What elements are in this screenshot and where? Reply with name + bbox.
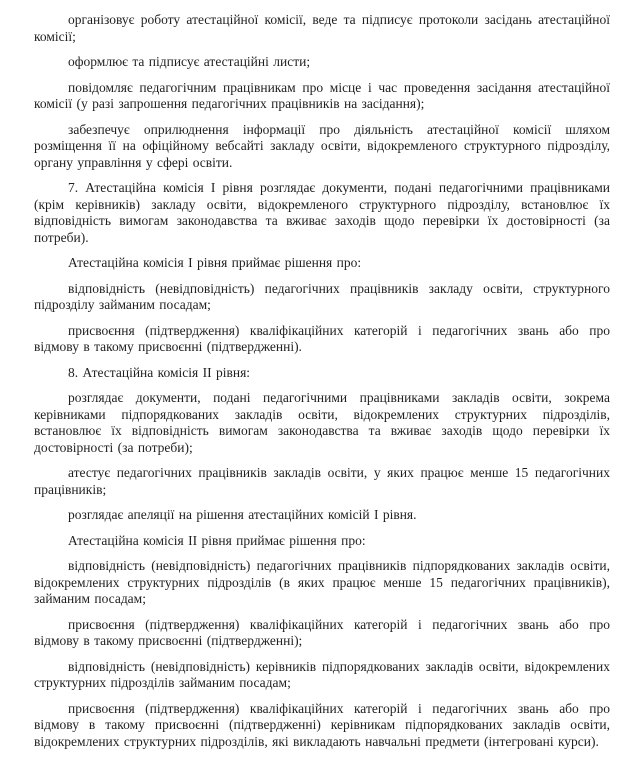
paragraph-notifies-staff: повідомляє педагогічним працівникам про місце і час проведення засідання атестаційної комісії (у разі запрошення педагогічних працівників на засідання); <box>34 79 610 111</box>
paragraph-level-2-decision-suitability-staff: відповідність (невідповідність) педагогічних працівників підпорядкованих закладів освіти, відокремлених структурних підрозділів (в яких працює менше 15 педагогічних працівників), займаним посадам; <box>34 558 610 606</box>
paragraph-organizes-work: організовує роботу атестаційної комісії, веде та підписує протоколи засідань атестаційної комісії; <box>34 12 610 44</box>
paragraph-publishes-info: забезпечує оприлюднення інформації про діяльність атестаційної комісії шляхом розміщення її на офіційному вебсайті закладу освіти, відокремленого структурного підрозділу, органу управління у сфері освіти. <box>34 121 610 170</box>
paragraph-signs-sheets: оформлює та підписує атестаційні листи; <box>68 54 311 69</box>
paragraph-item-7-level-1-commission: 7. Атестаційна комісія І рівня розглядає документи, подані педагогічними працівниками (крім керівників) закладу освіти, відокремленого структурного підрозділу, встановлює їх відповідність вимогам законодавства та вживає заходів щодо перевірки їх достовірності (за потреби). <box>34 180 610 245</box>
paragraph-level-1-decisions-intro: Атестаційна комісія І рівня приймає рішення про: <box>68 255 362 270</box>
paragraph-level-2-decision-categories-heads: присвоєння (підтвердження) кваліфікаційних категорій і педагогічних звань або про відмову в такому присвоєнні (підтвердженні) керівникам підпорядкованих закладів освіти, відокремлених структурних підрозділів, які викладають навчальні предмети (інтегровані курси). <box>34 700 610 749</box>
paragraph-level-2-attests-small-schools: атестує педагогічних працівників закладів освіти, у яких працює менше 15 педагогічних працівників; <box>34 465 610 497</box>
paragraph-level-2-decisions-intro: Атестаційна комісія ІІ рівня приймає рішення про: <box>68 532 366 548</box>
paragraph-level-2-reviews-documents: розглядає документи, подані педагогічними працівниками закладів освіти, зокрема керівниками підпорядкованих закладів освіти, відокремлених структурних підрозділів, встановлює їх відповідність вимогам законодавства та вживає заходів щодо перевірки їх достовірності (за потреби); <box>34 390 610 455</box>
paragraph-level-1-decision-categories: присвоєння (підтвердження) кваліфікаційних категорій і педагогічних звань або про відмову в такому присвоєнні (підтвердженні). <box>34 322 610 354</box>
paragraph-level-1-decision-suitability: відповідність (невідповідність) педагогічних працівників закладу освіти, структурного підрозділу займаним посадам; <box>34 280 610 312</box>
paragraph-level-2-decision-categories: присвоєння (підтвердження) кваліфікаційних категорій і педагогічних звань або про відмову в такому присвоєнні (підтвердженні); <box>34 616 610 648</box>
paragraph-level-2-decision-suitability-heads: відповідність (невідповідність) керівників підпорядкованих закладів освіти, відокремлених структурних підрозділів займаним посадам; <box>34 658 610 690</box>
paragraph-level-2-reviews-appeals: розглядає апеляції на рішення атестаційних комісій І рівня. <box>68 507 417 522</box>
paragraph-item-8-level-2-commission: 8. Атестаційна комісія ІІ рівня: <box>68 364 251 380</box>
